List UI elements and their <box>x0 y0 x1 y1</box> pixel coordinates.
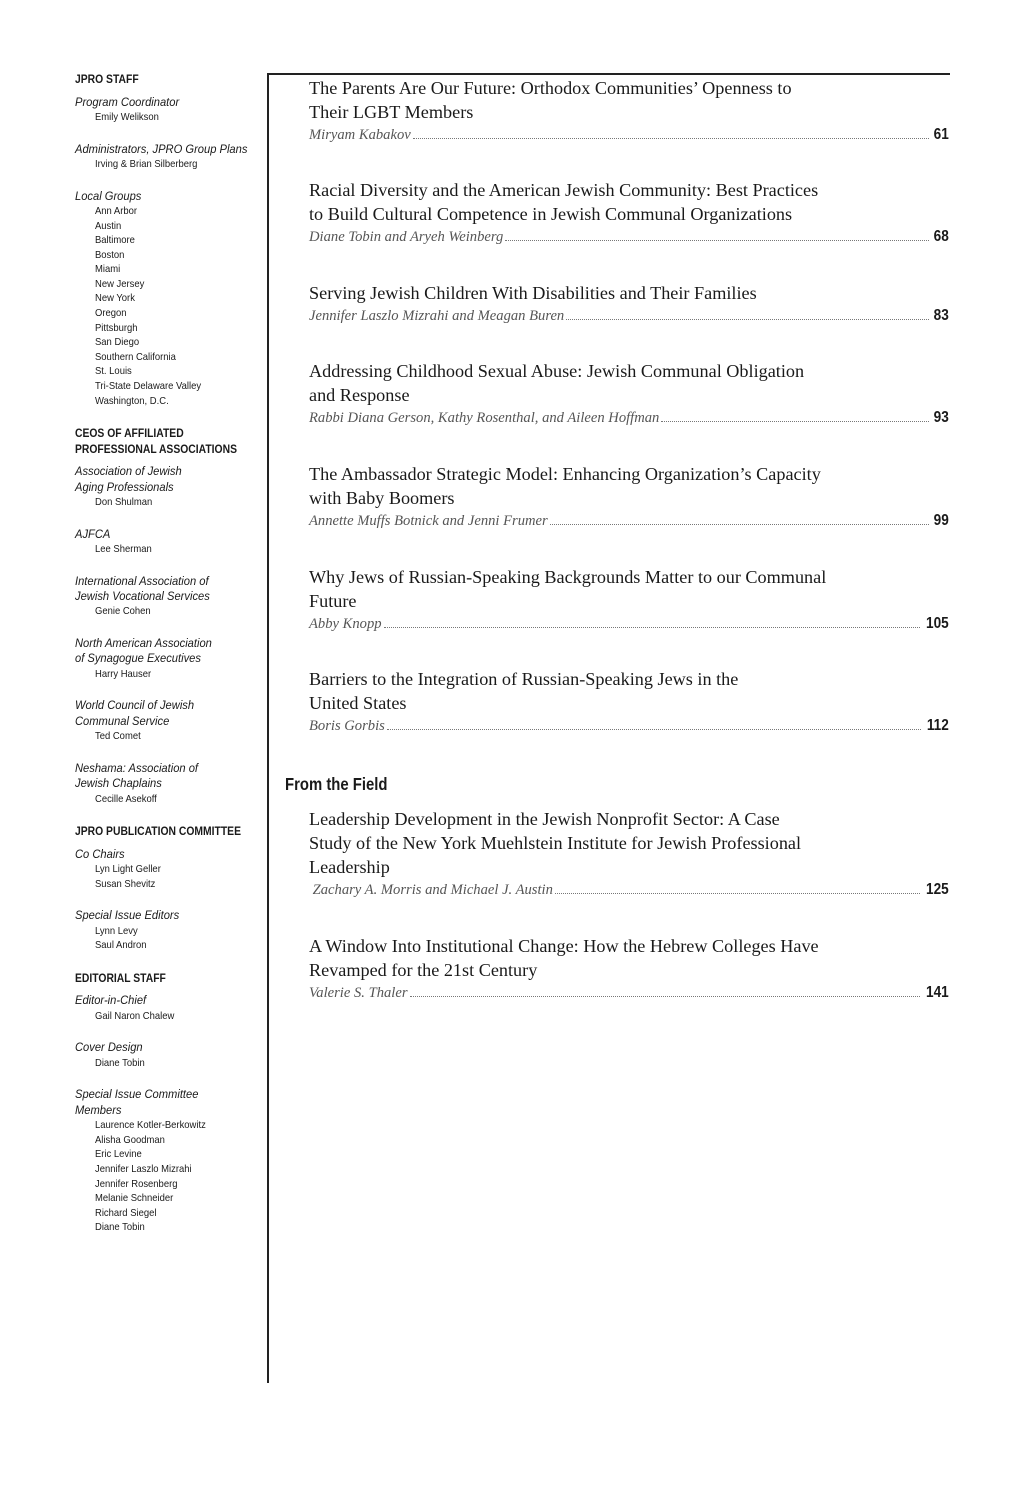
staff-name: Jennifer Laszlo Mizrahi <box>95 1163 192 1176</box>
toc-entry[interactable] <box>309 281 949 359</box>
toc-entry[interactable] <box>309 76 949 178</box>
dot-leader <box>505 240 929 241</box>
page-number: 105 <box>926 615 949 632</box>
staff-name: Saul Andron <box>95 939 147 952</box>
sidebar-heading: JPRO PUBLICATION COMMITTEE <box>75 826 241 839</box>
staff-name: Eric Levine <box>95 1148 142 1161</box>
staff-name: Lyn Light Geller <box>95 863 161 876</box>
article-author: Valerie S. Thaler <box>309 985 408 1001</box>
staff-name: Lee Sherman <box>95 543 152 556</box>
staff-role: North American Association of Synagogue Executives <box>75 636 212 666</box>
dot-leader <box>413 138 929 139</box>
section-heading-from-the-field: From the Field <box>285 774 388 794</box>
staff-role: International Association of Jewish Vocational Services <box>75 573 210 604</box>
staff-name: Emily Welikson <box>95 110 159 123</box>
article-author: Diane Tobin and Aryeh Weinberg <box>309 229 504 245</box>
dot-leader <box>384 627 921 628</box>
article-author: Annette Muffs Botnick and Jenni Frumer <box>309 513 548 529</box>
page-number: 61 <box>933 126 949 143</box>
local-group-name: Baltimore <box>95 234 135 247</box>
staff-role: Co Chairs <box>75 846 125 861</box>
local-group-name: Pittsburgh <box>95 321 138 334</box>
local-group-name: Washington, D.C. <box>95 394 169 407</box>
staff-group <box>75 993 265 1023</box>
local-group-name: New Jersey <box>95 277 145 290</box>
page-number: 141 <box>926 984 949 1001</box>
toc-entry[interactable] <box>309 565 949 667</box>
sidebar-heading: JPRO STAFF <box>75 74 139 86</box>
page-number: 99 <box>933 512 949 529</box>
dot-leader <box>566 319 929 320</box>
local-group-name: Oregon <box>95 307 127 320</box>
page-number: 93 <box>933 409 949 426</box>
staff-role: World Council of Jewish Communal Service <box>75 698 195 728</box>
vertical-divider <box>267 73 269 1383</box>
article-title: A Window Into Institutional Change: How the Hebrew Colleges Have Revamped for the 21st Century <box>309 936 819 980</box>
staff-role: Program Coordinator <box>75 94 180 109</box>
toc-entry[interactable] <box>309 667 949 807</box>
dot-leader <box>661 421 929 422</box>
local-group-name: Tri-State Delaware Valley <box>95 380 202 393</box>
article-title: Racial Diversity and the American Jewish Community: Best Practices to Build Cultural Competence in Jewish Communal Organizations <box>309 180 819 224</box>
toc-entry[interactable] <box>309 462 949 565</box>
page-number: 83 <box>933 307 949 324</box>
staff-group <box>75 1040 265 1070</box>
staff-name: Harry Hauser <box>95 667 152 680</box>
staff-group <box>75 464 265 509</box>
staff-name: Ted Comet <box>95 730 141 743</box>
article-title: Leadership Development in the Jewish Nonprofit Sector: A Case Study of the New York Muehlstein Institute for Jewish Professional Leadership <box>309 809 802 877</box>
local-group-name: Austin <box>95 219 122 232</box>
sidebar-heading: CEOS OF AFFILIATED PROFESSIONAL ASSOCIATIONS <box>75 428 237 456</box>
dot-leader <box>550 524 929 525</box>
article-title: The Parents Are Our Future: Orthodox Communities’ Openness to Their LGBT Members <box>309 78 792 122</box>
staff-role: Special Issue Committee Members <box>75 1087 199 1117</box>
toc-entry[interactable] <box>309 178 949 281</box>
page-number: 112 <box>927 717 949 734</box>
staff-role: Editor-in-Chief <box>75 993 147 1008</box>
toc-entry[interactable] <box>309 359 949 462</box>
article-title: Addressing Childhood Sexual Abuse: Jewish Communal Obligation and Response <box>309 361 805 405</box>
article-author: Zachary A. Morris and Michael J. Austin <box>309 882 553 898</box>
dot-leader <box>387 729 921 730</box>
staff-name: Genie Cohen <box>95 605 151 618</box>
staff-role: Administrators, JPRO Group Plans <box>75 141 248 156</box>
staff-name: Don Shulman <box>95 496 153 509</box>
top-rule <box>267 73 950 75</box>
article-author: Boris Gorbis <box>309 718 385 734</box>
staff-name: Richard Siegel <box>95 1206 157 1219</box>
staff-role: AJFCA <box>75 526 111 541</box>
staff-name: Diane Tobin <box>95 1056 145 1069</box>
local-group-name: Miami <box>95 263 121 276</box>
staff-group <box>75 527 265 557</box>
staff-group <box>75 847 265 892</box>
staff-name: Alisha Goodman <box>95 1133 165 1146</box>
staff-role: Cover Design <box>75 1040 143 1055</box>
local-group-name: Boston <box>95 248 125 261</box>
staff-role: Neshama: Association of Jewish Chaplains <box>75 760 199 791</box>
local-group-name: San Diego <box>95 336 140 349</box>
masthead-sidebar <box>75 73 265 1235</box>
staff-group <box>75 698 265 743</box>
article-author: Abby Knopp <box>309 616 382 632</box>
article-title: Barriers to the Integration of Russian-Speaking Jews in the United States <box>309 669 739 713</box>
staff-group <box>75 761 265 806</box>
table-of-contents <box>309 76 949 1008</box>
staff-name: Gail Naron Chalew <box>95 1009 175 1022</box>
staff-group <box>75 142 265 172</box>
staff-role: Special Issue Editors <box>75 908 180 923</box>
staff-group <box>75 908 265 953</box>
local-group-name: Southern California <box>95 350 176 363</box>
staff-role: Association of Jewish Aging Professionals <box>75 464 182 494</box>
staff-name: Lynn Levy <box>95 924 138 937</box>
page-number: 125 <box>926 881 949 898</box>
article-author: Jennifer Laszlo Mizrahi and Meagan Buren <box>309 308 565 324</box>
staff-name: Melanie Schneider <box>95 1192 174 1205</box>
article-title: Why Jews of Russian-Speaking Backgrounds Matter to our Communal Future <box>309 567 827 611</box>
staff-name: Cecille Asekoff <box>95 792 157 805</box>
page-number: 68 <box>933 228 949 245</box>
staff-group <box>75 1087 265 1235</box>
article-title: The Ambassador Strategic Model: Enhancing Organization’s Capacity with Baby Boomers <box>309 464 821 508</box>
local-group-name: St. Louis <box>95 365 132 378</box>
sidebar-heading: EDITORIAL STAFF <box>75 972 166 985</box>
toc-entry[interactable] <box>309 934 949 1008</box>
dot-leader <box>410 996 921 997</box>
article-title: Serving Jewish Children With Disabilities and Their Families <box>309 283 757 303</box>
staff-name: Irving & Brian Silberberg <box>95 157 198 170</box>
staff-role: Local Groups <box>75 188 142 203</box>
dot-leader <box>555 893 920 894</box>
article-author: Rabbi Diana Gerson, Kathy Rosenthal, and Aileen Hoffman <box>309 410 660 426</box>
staff-name: Jennifer Rosenberg <box>95 1177 178 1190</box>
local-group-name: Ann Arbor <box>95 204 138 217</box>
toc-entry[interactable] <box>309 807 949 934</box>
staff-group <box>75 636 265 681</box>
staff-group <box>75 189 265 409</box>
staff-group <box>75 95 265 125</box>
staff-name: Diane Tobin <box>95 1221 145 1234</box>
staff-name: Laurence Kotler-Berkowitz <box>95 1119 206 1132</box>
staff-group <box>75 574 265 619</box>
staff-name: Susan Shevitz <box>95 877 156 890</box>
article-author: Miryam Kabakov <box>309 127 411 143</box>
local-group-name: New York <box>95 292 135 305</box>
